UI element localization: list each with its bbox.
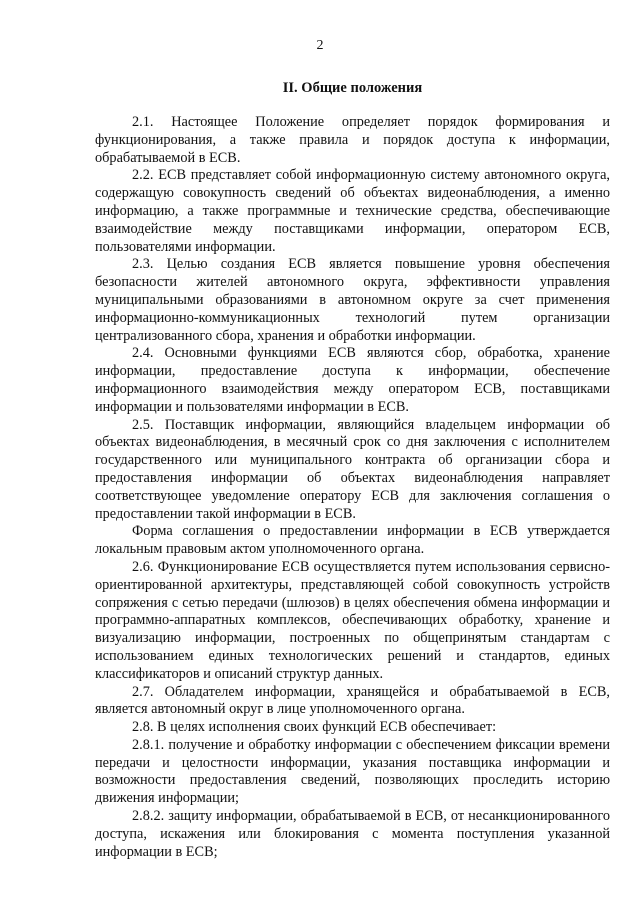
paragraph-2-8: 2.8. В целях исполнения своих функций ЕСВ обеспечивает: <box>132 719 497 736</box>
section-title: II. Общие положения <box>282 80 423 96</box>
paragraph-2-8-1: 2.8.1. получение и обработку информации с обеспечением фиксации времени передачи и целостности информации, указания поставщика информации и возможности предоставления сведений, позволяющих проследить историю движения информации; <box>95 736 610 807</box>
paragraph-2-6: 2.6. Функционирование ЕСВ осуществляется путем использования сервисно-ориентированной архитектуры, представляющей собой совокупность устройств сопряжения с сетью передачи (шлюзов) в целях обеспечения обмена информации и программно-аппаратных комплексов, обеспечивающих обработку, хранение и визуализацию информации, построенных по общепринятым стандартам с использованием единых технологических решений и стандартов, единых классификаторов и описаний структур данных. <box>95 558 610 682</box>
paragraph-agreement-form: Форма соглашения о предоставлении информации в ЕСВ утверждается локальным правовым актом уполномоченного органа. <box>95 523 610 558</box>
paragraph-2-4: 2.4. Основными функциями ЕСВ являются сбор, обработка, хранение информации, предоставление доступа к информации, обеспечение информационного взаимодействия между оператором ЕСВ, поставщиками информации и пользователями информации в ЕСВ. <box>95 345 610 415</box>
paragraph-2-3: 2.3. Целью создания ЕСВ является повышение уровня обеспечения безопасности жителей автономного округа, эффективности управления муниципальными образованиями в автономном округе за счет применения информационно-коммуникационных технологий путем организации централизованного сбора, хранения и обработки информации. <box>95 256 610 344</box>
paragraph-2-7: 2.7. Обладателем информации, хранящейся и обрабатываемой в ЕСВ, является автономный округ в лице уполномоченного органа. <box>95 683 610 718</box>
paragraph-2-2: 2.2. ЕСВ представляет собой информационную систему автономного округа, содержащую совокупность сведений об объектах видеонаблюдения, а именно информацию, а также программные и технические средства, обеспечивающие взаимодействие между поставщиками информации, оператором ЕСВ, пользователями информации. <box>95 167 610 255</box>
document-body <box>95 114 610 861</box>
paragraph-2-8-2: 2.8.2. защиту информации, обрабатываемой в ЕСВ, от несанкционированного доступа, искажения или блокирования с момента поступления указанной информации в ЕСВ; <box>95 808 610 860</box>
paragraph-2-1: 2.1. Настоящее Положение определяет порядок формирования и функционирования, а также правила и порядок доступа к информации, обрабатываемой в ЕСВ. <box>95 114 610 166</box>
page-number: 2 <box>316 38 324 53</box>
paragraph-2-5: 2.5. Поставщик информации, являющийся владельцем информации об объектах видеонаблюдения, в месячный срок со дня заключения с исполнителем государственного или муниципального контракта об организации сбора и предоставления информации об объектах видеонаблюдения направляет соответствующее уведомление оператору ЕСВ для заключения соглашения о предоставлении такой информации в ЕСВ. <box>95 416 610 522</box>
